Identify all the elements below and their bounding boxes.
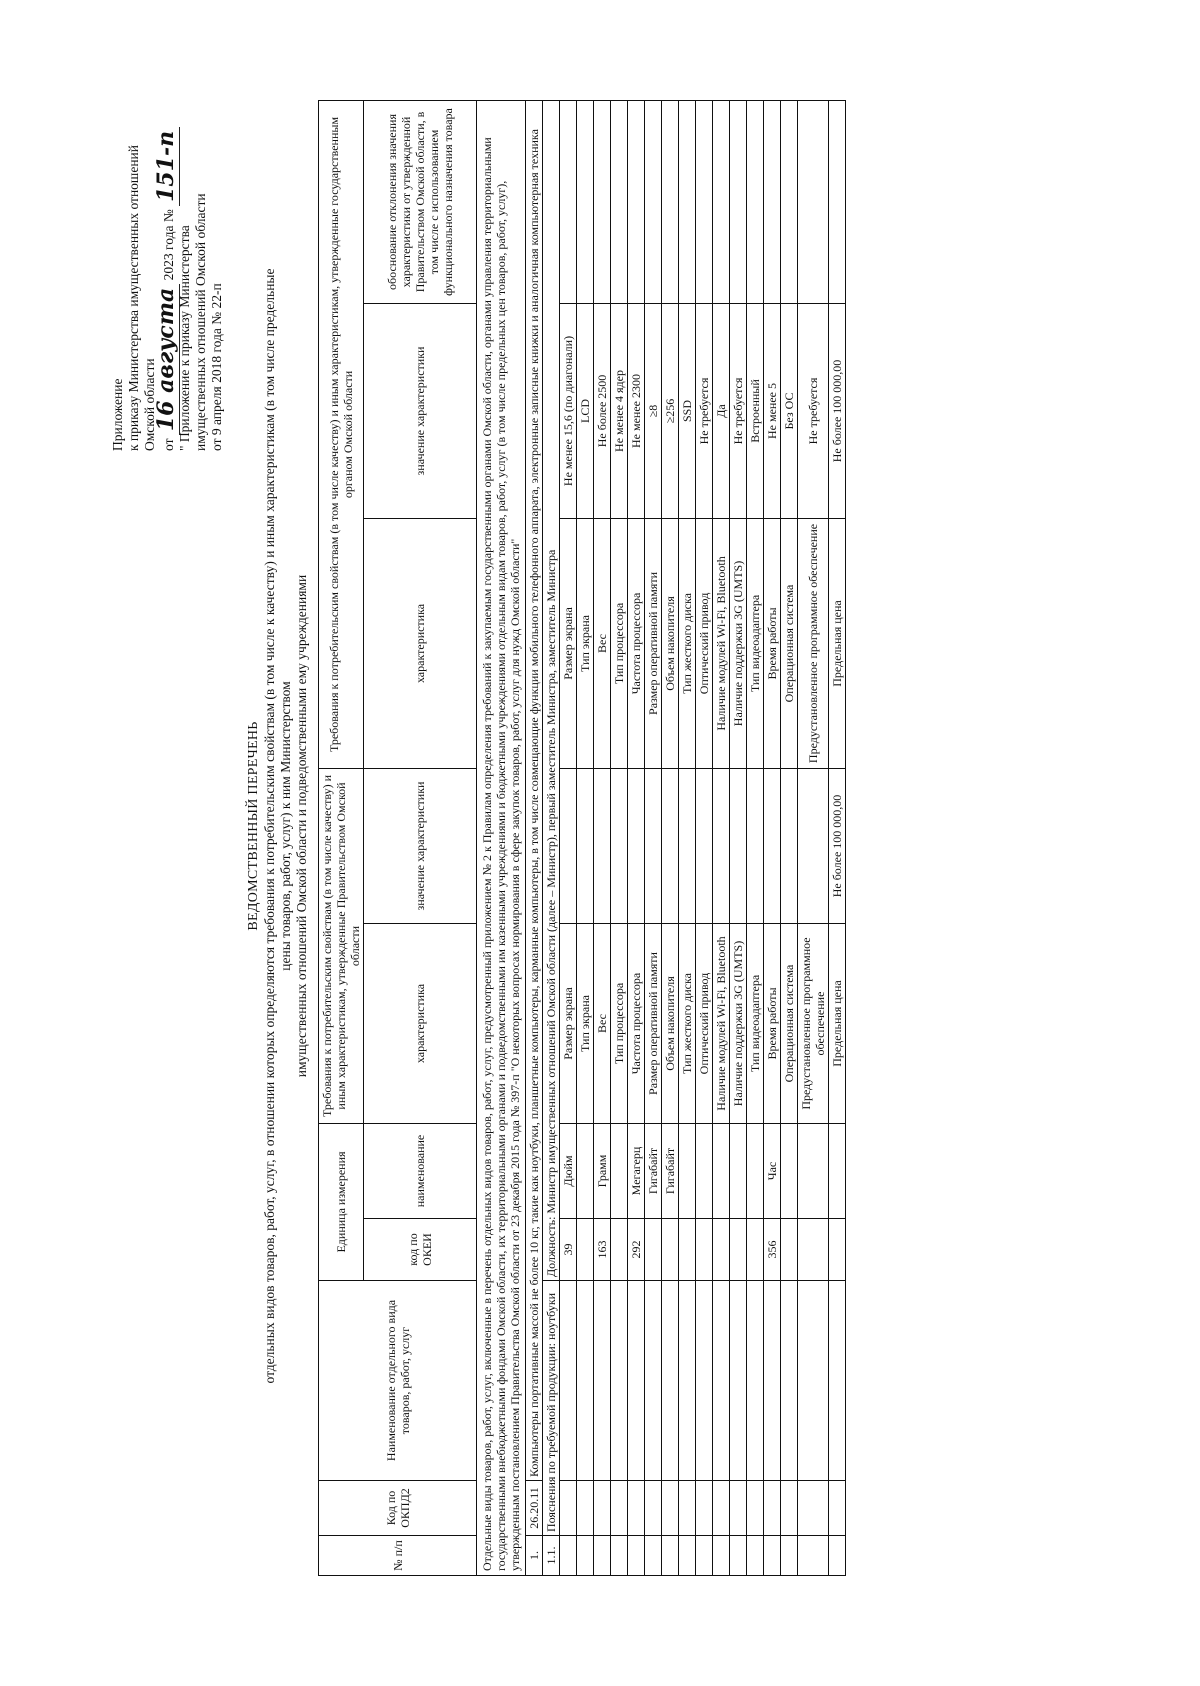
cell-char2: Тип видеоадаптера bbox=[747, 518, 764, 768]
cell-char: Вес bbox=[594, 924, 611, 1124]
cell-okei bbox=[798, 1219, 829, 1281]
cell-okei: 163 bbox=[594, 1219, 611, 1281]
cell-unit bbox=[679, 1124, 696, 1219]
cell-unit: Мегагерц bbox=[628, 1124, 645, 1219]
cell-okei bbox=[829, 1219, 846, 1281]
cell-char2: Наличие модулей Wi-Fi, Bluetooth bbox=[713, 518, 730, 768]
table-row bbox=[747, 100, 764, 1575]
cell-unit: Гигабайт bbox=[662, 1124, 679, 1219]
cell-empty-num bbox=[764, 1536, 781, 1576]
cell-char2: Частота процессора bbox=[628, 518, 645, 768]
cell-value2: Не менее 5 bbox=[764, 303, 781, 518]
cell-empty-name bbox=[560, 1281, 577, 1481]
cell-value2: SSD bbox=[679, 303, 696, 518]
cell-value2: ≥8 bbox=[645, 303, 662, 518]
title-line: отдельных видов товаров, работ, услуг, в отношении которых определяются требования к потребительским свойствам (в том числе к качеству) и иным характеристикам (в том числе предельные цены товаров, работ, услуг) к ним Министерством bbox=[262, 268, 293, 1384]
cell-char: Операционная система bbox=[781, 924, 798, 1124]
cell-empty-num bbox=[679, 1536, 696, 1576]
appendix-date-line bbox=[153, 21, 179, 451]
cell-empty-name bbox=[662, 1281, 679, 1481]
cell-empty-num bbox=[747, 1536, 764, 1576]
cell-value bbox=[798, 768, 829, 923]
cell-okei bbox=[747, 1219, 764, 1281]
col-char2-header: характеристика bbox=[364, 518, 477, 768]
cell-value bbox=[696, 768, 713, 923]
cell-value bbox=[560, 768, 577, 923]
cell-empty-name bbox=[577, 1281, 594, 1481]
table-row bbox=[713, 100, 730, 1575]
cell-justification bbox=[829, 100, 846, 303]
cell-empty-name bbox=[764, 1281, 781, 1481]
table-row bbox=[679, 100, 696, 1575]
cell-justification bbox=[696, 100, 713, 303]
cell-empty-name bbox=[594, 1281, 611, 1481]
item-okpd: 26.20.11 bbox=[526, 1481, 543, 1536]
cell-empty-name bbox=[628, 1281, 645, 1481]
cell-char2: Размер экрана bbox=[560, 518, 577, 768]
cell-unit bbox=[611, 1124, 628, 1219]
cell-char: Частота процессора bbox=[628, 924, 645, 1124]
cell-char2: Тип экрана bbox=[577, 518, 594, 768]
cell-empty-num bbox=[696, 1536, 713, 1576]
cell-justification bbox=[611, 100, 628, 303]
sub-position: Должность: Министр имущественных отношений Омской области (далее – Министр), первый заместитель Министра, заместитель Министра bbox=[543, 100, 560, 1280]
appendix-line: " Приложение к приказу Министерства bbox=[177, 225, 192, 451]
appendix-line: от 9 апреля 2018 года № 22-п bbox=[209, 283, 224, 451]
cell-justification bbox=[747, 100, 764, 303]
col-char-header: характеристика bbox=[364, 924, 477, 1124]
col-okei-header: код по ОКЕИ bbox=[364, 1219, 477, 1281]
cell-value bbox=[679, 768, 696, 923]
cell-value2: Не требуется bbox=[730, 303, 747, 518]
cell-char2: Размер оперативной памяти bbox=[645, 518, 662, 768]
handwritten-order-number: 151-п bbox=[153, 127, 180, 206]
cell-empty-okpd bbox=[594, 1481, 611, 1536]
col-justification-header: обоснование отклонения значения характеристики от утвержденной Правительством Омской области, в том числе с использованием функционального назначения товара bbox=[364, 100, 477, 303]
cell-char2: Предустановленное программное обеспечение bbox=[798, 518, 829, 768]
table-row bbox=[730, 100, 747, 1575]
cell-justification bbox=[628, 100, 645, 303]
cell-char: Наличие поддержки 3G (UMTS) bbox=[730, 924, 747, 1124]
cell-okei bbox=[662, 1219, 679, 1281]
cell-char2: Предельная цена bbox=[829, 518, 846, 768]
table-row bbox=[560, 100, 577, 1575]
col-ministry-group-header: Требования к потребительским свойствам (в том числе качеству) и иным характеристикам, утвержденные государственным органом Омской области bbox=[319, 100, 364, 768]
date-prefix: от bbox=[161, 438, 176, 451]
col-value-header: значение характеристики bbox=[364, 768, 477, 923]
col-unit-name-header: наименование bbox=[364, 1124, 477, 1219]
cell-unit: Дюйм bbox=[560, 1124, 577, 1219]
cell-justification bbox=[594, 100, 611, 303]
cell-char2: Тип процессора bbox=[611, 518, 628, 768]
cell-okei: 39 bbox=[560, 1219, 577, 1281]
cell-okei bbox=[713, 1219, 730, 1281]
cell-unit bbox=[730, 1124, 747, 1219]
table-row bbox=[798, 100, 829, 1575]
cell-empty-num bbox=[628, 1536, 645, 1576]
table-row bbox=[628, 100, 645, 1575]
cell-unit bbox=[713, 1124, 730, 1219]
cell-value bbox=[594, 768, 611, 923]
cell-value bbox=[645, 768, 662, 923]
cell-value bbox=[577, 768, 594, 923]
cell-empty-num bbox=[798, 1536, 829, 1576]
table-row bbox=[662, 100, 679, 1575]
cell-char2: Операционная система bbox=[781, 518, 798, 768]
cell-unit: Гигабайт bbox=[645, 1124, 662, 1219]
cell-empty-okpd bbox=[764, 1481, 781, 1536]
item-name: Компьютеры портативные массой не более 10 кг, такие как ноутбуки, планшетные компьютеры, карманные компьютеры, в том числе совмещающие функции мобильного телефонного аппарата, электронные записные книжки и аналогичная компьютерная техника bbox=[526, 100, 543, 1480]
cell-value2: Встроенный bbox=[747, 303, 764, 518]
cell-justification bbox=[560, 100, 577, 303]
cell-empty-name bbox=[696, 1281, 713, 1481]
cell-unit: Грамм bbox=[594, 1124, 611, 1219]
appendix-line: Омской области bbox=[142, 358, 157, 451]
cell-empty-name bbox=[645, 1281, 662, 1481]
cell-justification bbox=[662, 100, 679, 303]
cell-char: Объем накопителя bbox=[662, 924, 679, 1124]
cell-empty-okpd bbox=[781, 1481, 798, 1536]
sub-row bbox=[543, 100, 560, 1575]
cell-okei: 356 bbox=[764, 1219, 781, 1281]
cell-unit bbox=[577, 1124, 594, 1219]
cell-char2: Наличие поддержки 3G (UMTS) bbox=[730, 518, 747, 768]
cell-value bbox=[713, 768, 730, 923]
cell-char: Наличие модулей Wi-Fi, Bluetooth bbox=[713, 924, 730, 1124]
table-row bbox=[764, 100, 781, 1575]
section-note: Отдельные виды товаров, работ, услуг, включенные в перечень отдельных видов товаров, работ, услуг, предусмотренный приложением № 2 к Правилам определения требований к закупаемым государственными органами Омской области, органами управления территориальными государственными внебюджетными фондами Омской области, их территориальными органами и подведомственными им казенными учреждениями и бюджетными учреждениями отдельным видам товаров, работ, услуг (в том числе предельных цен товаров, работ, услуг), утвержденным постановлением Правительства Омской области от 23 декабря 2015 года № 397-п "О некоторых вопросах нормирования в сфере закупок товаров, работ, услуг для нужд Омской области" bbox=[477, 100, 526, 1575]
col-name-header: Наименование отдельного вида товаров, работ, услуг bbox=[319, 1281, 477, 1481]
col-okpd-header: Код по ОКПД2 bbox=[319, 1481, 477, 1536]
appendix-block bbox=[110, 21, 225, 451]
header-row bbox=[319, 100, 364, 1575]
cell-value bbox=[781, 768, 798, 923]
cell-unit: Час bbox=[764, 1124, 781, 1219]
table-row bbox=[829, 100, 846, 1575]
cell-empty-num bbox=[713, 1536, 730, 1576]
handwritten-date: 16 августа bbox=[153, 284, 180, 435]
cell-empty-okpd bbox=[730, 1481, 747, 1536]
col-unit-group-header: Единица измерения bbox=[319, 1124, 364, 1281]
cell-empty-name bbox=[730, 1281, 747, 1481]
table-row bbox=[577, 100, 594, 1575]
cell-value2: LCD bbox=[577, 303, 594, 518]
cell-value2: Не менее 4 ядер bbox=[611, 303, 628, 518]
cell-empty-okpd bbox=[645, 1481, 662, 1536]
cell-char: Предельная цена bbox=[829, 924, 846, 1124]
cell-empty-name bbox=[829, 1281, 846, 1481]
cell-char: Тип экрана bbox=[577, 924, 594, 1124]
table-row bbox=[645, 100, 662, 1575]
cell-empty-okpd bbox=[747, 1481, 764, 1536]
cell-value2: Не более 100 000,00 bbox=[829, 303, 846, 518]
cell-char: Оптический привод bbox=[696, 924, 713, 1124]
cell-empty-num bbox=[645, 1536, 662, 1576]
cell-okei bbox=[577, 1219, 594, 1281]
requirements-table bbox=[318, 100, 846, 1576]
cell-justification bbox=[764, 100, 781, 303]
cell-char: Тип жесткого диска bbox=[679, 924, 696, 1124]
cell-char: Размер экрана bbox=[560, 924, 577, 1124]
cell-empty-num bbox=[829, 1536, 846, 1576]
cell-value bbox=[662, 768, 679, 923]
cell-empty-num bbox=[577, 1536, 594, 1576]
cell-empty-name bbox=[679, 1281, 696, 1481]
cell-unit bbox=[798, 1124, 829, 1219]
cell-value2: Да bbox=[713, 303, 730, 518]
cell-value2: Не менее 15,6 (по диагонали) bbox=[560, 303, 577, 518]
cell-okei bbox=[781, 1219, 798, 1281]
cell-value bbox=[764, 768, 781, 923]
cell-okei: 292 bbox=[628, 1219, 645, 1281]
cell-okei bbox=[696, 1219, 713, 1281]
cell-empty-okpd bbox=[560, 1481, 577, 1536]
cell-value2: ≥256 bbox=[662, 303, 679, 518]
col-value2-header: значение характеристики bbox=[364, 303, 477, 518]
title-line: имущественных отношений Омской области и подведомственными ему учреждениями bbox=[294, 574, 309, 1078]
cell-empty-okpd bbox=[679, 1481, 696, 1536]
cell-empty-name bbox=[798, 1281, 829, 1481]
cell-justification bbox=[798, 100, 829, 303]
appendix-line: имущественных отношений Омской области bbox=[193, 193, 208, 451]
cell-value2: Не требуется bbox=[798, 303, 829, 518]
cell-justification bbox=[645, 100, 662, 303]
sub-num: 1.1. bbox=[543, 1536, 560, 1576]
cell-char: Размер оперативной памяти bbox=[645, 924, 662, 1124]
cell-char: Тип видеоадаптера bbox=[747, 924, 764, 1124]
cell-char2: Время работы bbox=[764, 518, 781, 768]
cell-char2: Оптический привод bbox=[696, 518, 713, 768]
appendix-line: к приказу Министерства имущественных отношений bbox=[126, 145, 141, 451]
cell-empty-name bbox=[611, 1281, 628, 1481]
cell-empty-okpd bbox=[713, 1481, 730, 1536]
item-num: 1. bbox=[526, 1536, 543, 1576]
table-row bbox=[696, 100, 713, 1575]
cell-value2: Не более 2500 bbox=[594, 303, 611, 518]
cell-char2: Тип жесткого диска bbox=[679, 518, 696, 768]
cell-char: Время работы bbox=[764, 924, 781, 1124]
cell-okei bbox=[730, 1219, 747, 1281]
title-main: ВЕДОМСТВЕННЫЙ ПЕРЕЧЕНЬ bbox=[246, 721, 261, 931]
cell-empty-okpd bbox=[611, 1481, 628, 1536]
cell-okei bbox=[679, 1219, 696, 1281]
cell-value2: Без ОС bbox=[781, 303, 798, 518]
cell-value2: Не менее 2300 bbox=[628, 303, 645, 518]
cell-justification bbox=[713, 100, 730, 303]
cell-okei bbox=[645, 1219, 662, 1281]
appendix-line: Приложение bbox=[110, 378, 125, 451]
cell-unit bbox=[829, 1124, 846, 1219]
sub-explanation: Пояснения по требуемой продукции: ноутбуки bbox=[543, 1281, 560, 1536]
date-year: 2023 года № bbox=[161, 209, 176, 281]
table-row bbox=[594, 100, 611, 1575]
cell-empty-okpd bbox=[696, 1481, 713, 1536]
cell-value2: Не требуется bbox=[696, 303, 713, 518]
cell-char2: Вес bbox=[594, 518, 611, 768]
col-gov-group-header: Требования к потребительским свойствам (в том числе качеству) и иным характеристикам, утвержденные Правительством Омской области bbox=[319, 768, 364, 1123]
cell-empty-name bbox=[713, 1281, 730, 1481]
cell-empty-num bbox=[594, 1536, 611, 1576]
cell-empty-num bbox=[611, 1536, 628, 1576]
table-row bbox=[611, 100, 628, 1575]
cell-char: Тип процессора bbox=[611, 924, 628, 1124]
cell-unit bbox=[747, 1124, 764, 1219]
cell-char2: Объем накопителя bbox=[662, 518, 679, 768]
section-note-row bbox=[477, 100, 526, 1575]
cell-justification bbox=[679, 100, 696, 303]
cell-empty-num bbox=[662, 1536, 679, 1576]
cell-value bbox=[747, 768, 764, 923]
cell-value bbox=[611, 768, 628, 923]
cell-empty-num bbox=[560, 1536, 577, 1576]
cell-empty-okpd bbox=[662, 1481, 679, 1536]
item-row bbox=[526, 100, 543, 1575]
table-row bbox=[781, 100, 798, 1575]
cell-value bbox=[730, 768, 747, 923]
cell-empty-num bbox=[781, 1536, 798, 1576]
cell-okei bbox=[611, 1219, 628, 1281]
cell-value bbox=[628, 768, 645, 923]
cell-unit bbox=[696, 1124, 713, 1219]
cell-empty-okpd bbox=[628, 1481, 645, 1536]
cell-empty-okpd bbox=[577, 1481, 594, 1536]
cell-empty-okpd bbox=[829, 1481, 846, 1536]
cell-value: Не более 100 000,00 bbox=[829, 768, 846, 923]
cell-empty-name bbox=[781, 1281, 798, 1481]
cell-unit bbox=[781, 1124, 798, 1219]
cell-justification bbox=[781, 100, 798, 303]
cell-empty-name bbox=[747, 1281, 764, 1481]
cell-empty-num bbox=[730, 1536, 747, 1576]
cell-justification bbox=[730, 100, 747, 303]
cell-justification bbox=[577, 100, 594, 303]
col-num-header: № п/п bbox=[319, 1536, 477, 1576]
cell-empty-okpd bbox=[798, 1481, 829, 1536]
cell-char: Предустановленное программное обеспечение bbox=[798, 924, 829, 1124]
document-title bbox=[246, 266, 310, 1386]
